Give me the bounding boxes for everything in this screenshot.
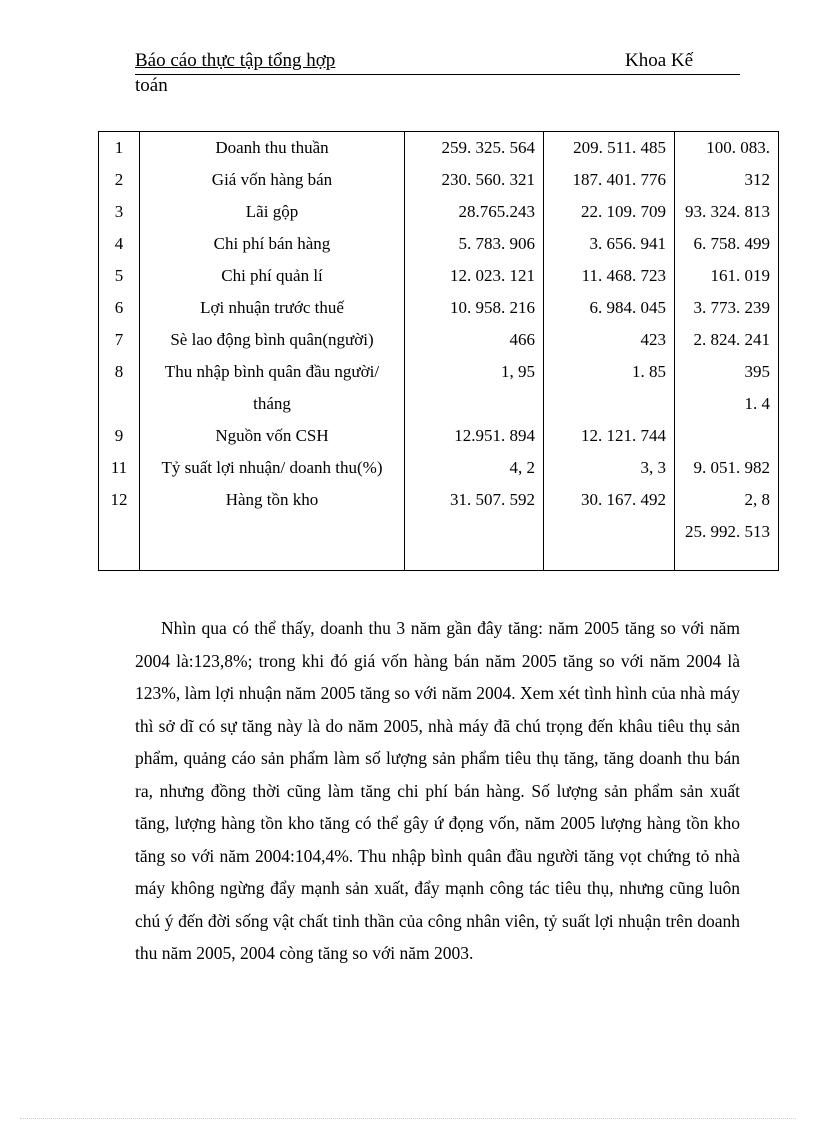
indicator-cell: Chi phí bán hàng xyxy=(140,228,405,260)
indicator-cell: Tỷ suất lợi nhuận/ doanh thu(%) xyxy=(140,452,405,484)
indicator-cell: Lãi gộp xyxy=(140,196,405,228)
table-row xyxy=(99,420,779,452)
financial-table xyxy=(98,131,779,571)
value-cell: 230. 560. 321 xyxy=(405,164,544,196)
value-cell: 1. 85 xyxy=(544,356,675,388)
table-row xyxy=(99,516,779,571)
table-row xyxy=(99,388,779,420)
row-number-cell: 6 xyxy=(99,292,140,324)
row-number-cell: 3 xyxy=(99,196,140,228)
indicator-cell: Giá vốn hàng bán xyxy=(140,164,405,196)
value-cell: 1. 4 xyxy=(675,388,779,420)
page-header xyxy=(135,50,740,75)
table-row xyxy=(99,484,779,516)
value-cell: 12. 121. 744 xyxy=(544,420,675,452)
value-cell: 100. 083. xyxy=(675,132,779,165)
indicator-cell: Hàng tồn kho xyxy=(140,484,405,516)
value-cell: 423 xyxy=(544,324,675,356)
value-cell: 3. 656. 941 xyxy=(544,228,675,260)
table-row xyxy=(99,132,779,165)
indicator-cell: Doanh thu thuần xyxy=(140,132,405,165)
row-number-cell xyxy=(99,516,140,571)
indicator-cell xyxy=(140,516,405,571)
row-number-cell: 4 xyxy=(99,228,140,260)
table-row xyxy=(99,324,779,356)
value-cell xyxy=(405,516,544,571)
value-cell: 9. 051. 982 xyxy=(675,452,779,484)
value-cell: 22. 109. 709 xyxy=(544,196,675,228)
value-cell: 12.951. 894 xyxy=(405,420,544,452)
value-cell: 259. 325. 564 xyxy=(405,132,544,165)
row-number-cell: 9 xyxy=(99,420,140,452)
table-row xyxy=(99,164,779,196)
value-cell: 6. 984. 045 xyxy=(544,292,675,324)
value-cell: 2, 8 xyxy=(675,484,779,516)
value-cell: 312 xyxy=(675,164,779,196)
value-cell: 3, 3 xyxy=(544,452,675,484)
value-cell: 30. 167. 492 xyxy=(544,484,675,516)
value-cell: 12. 023. 121 xyxy=(405,260,544,292)
indicator-cell: Nguồn vốn CSH xyxy=(140,420,405,452)
value-cell: 187. 401. 776 xyxy=(544,164,675,196)
table-row xyxy=(99,228,779,260)
row-number-cell: 1 xyxy=(99,132,140,165)
value-cell: 161. 019 xyxy=(675,260,779,292)
header-report-title: Báo cáo thực tập tổng hợp xyxy=(135,50,336,71)
row-number-cell: 2 xyxy=(99,164,140,196)
table-row xyxy=(99,356,779,388)
table-row xyxy=(99,452,779,484)
value-cell: 1, 95 xyxy=(405,356,544,388)
row-number-cell: 5 xyxy=(99,260,140,292)
value-cell xyxy=(675,420,779,452)
row-number-cell: 8 xyxy=(99,356,140,388)
row-number-cell xyxy=(99,388,140,420)
value-cell xyxy=(544,516,675,571)
value-cell: 4, 2 xyxy=(405,452,544,484)
indicator-cell: Chi phí quản lí xyxy=(140,260,405,292)
value-cell: 25. 992. 513 xyxy=(675,516,779,571)
value-cell: 11. 468. 723 xyxy=(544,260,675,292)
value-cell: 93. 324. 813 xyxy=(675,196,779,228)
value-cell: 10. 958. 216 xyxy=(405,292,544,324)
value-cell: 28.765.243 xyxy=(405,196,544,228)
table-row xyxy=(99,260,779,292)
value-cell xyxy=(544,388,675,420)
page-bottom-divider xyxy=(20,1118,796,1119)
indicator-cell: Lợi nhuận trước thuế xyxy=(140,292,405,324)
indicator-cell: tháng xyxy=(140,388,405,420)
header-department: Khoa Kế xyxy=(625,50,694,71)
table-row xyxy=(99,292,779,324)
value-cell: 5. 783. 906 xyxy=(405,228,544,260)
analysis-paragraph: Nhìn qua có thể thấy, doanh thu 3 năm gần đây tăng: năm 2005 tăng so với năm 2004 là:123,8%; trong khi đó giá vốn hàng bán năm 2005 tăng so với năm 2004 là 123%, làm lợi nhuận năm 2005 tăng so với năm 2004. Xem xét tình hình của nhà máy thì sở dĩ có sự tăng này là do năm 2005, nhà máy đã chú trọng đến khâu tiêu thụ sản phẩm, quảng cáo sản phẩm làm số lượng sản phẩm tiêu thụ tăng, tăng doanh thu bán ra, nhưng đồng thời cũng làm tăng chi phí bán hàng. Số lượng sản phẩm sản xuất tăng, lượng hàng tồn kho tăng có thể gây ứ đọng vốn, năm 2005 lượng hàng tồn kho tăng so với năm 2004:104,4%. Thu nhập bình quân đầu người tăng vọt chứng tỏ nhà máy không ngừng đẩy mạnh sản xuất, đẩy mạnh công tác tiêu thụ, nhưng cũng luôn chú ý đến đời sống vật chất tinh thần của công nhân viên, tỷ suất lợi nhuận trên doanh thu năm 2005, 2004 còng tăng so với năm 2003. xyxy=(135,618,740,963)
value-cell: 31. 507. 592 xyxy=(405,484,544,516)
value-cell: 2. 824. 241 xyxy=(675,324,779,356)
value-cell: 466 xyxy=(405,324,544,356)
table-row xyxy=(99,196,779,228)
value-cell: 3. 773. 239 xyxy=(675,292,779,324)
value-cell xyxy=(405,388,544,420)
value-cell: 209. 511. 485 xyxy=(544,132,675,165)
indicator-cell: Thu nhập bình quân đầu người/ xyxy=(140,356,405,388)
header-department-continuation: toán xyxy=(135,75,168,96)
row-number-cell: 7 xyxy=(99,324,140,356)
value-cell: 6. 758. 499 xyxy=(675,228,779,260)
row-number-cell: 11 xyxy=(99,452,140,484)
row-number-cell: 12 xyxy=(99,484,140,516)
indicator-cell: Sè lao động bình quân(người) xyxy=(140,324,405,356)
value-cell: 395 xyxy=(675,356,779,388)
